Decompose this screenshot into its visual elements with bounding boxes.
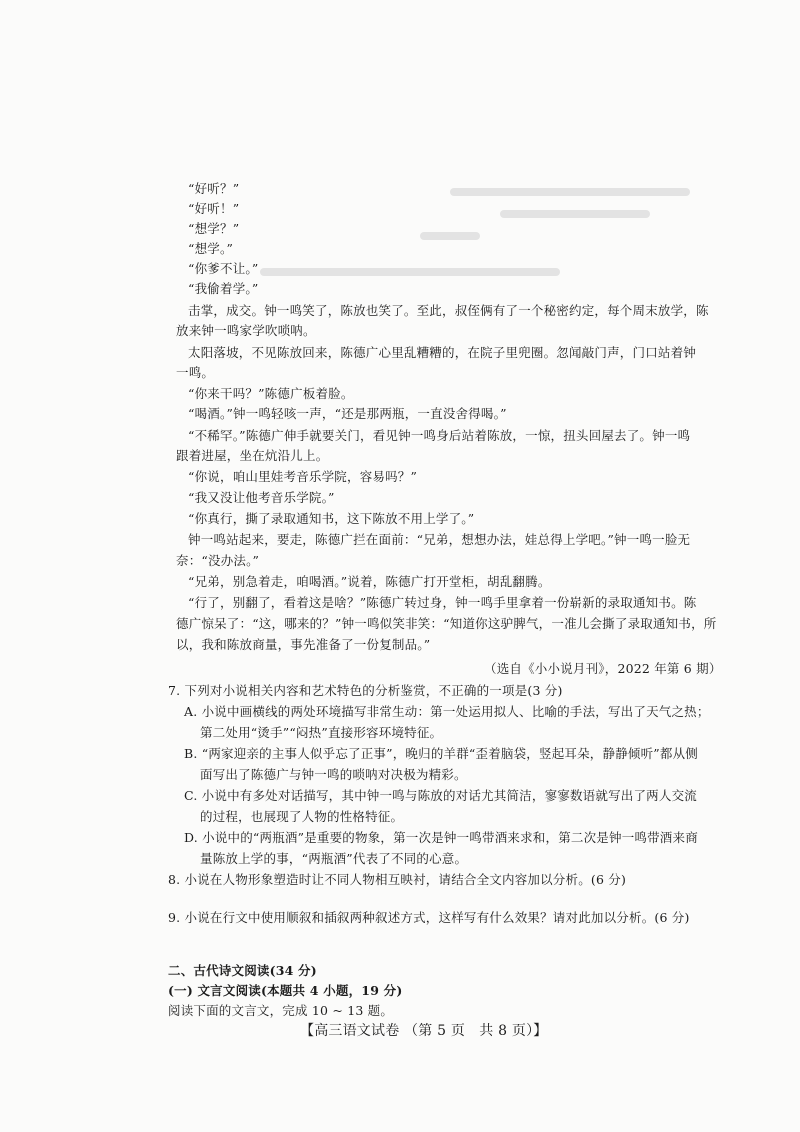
question-9: 9. 小说在行文中使用顺叙和插叙两种叙述方式，这样写有什么效果？请对此加以分析。(6 分) (168, 910, 690, 925)
question-7: 7. 下列对小说相关内容和艺术特色的分析鉴赏，不正确的一项是(3 分) (168, 683, 563, 698)
question-7-option-a: A. 小说中画横线的两处环境描写非常生动：第一处运用拟人、比喻的手法，写出了天气之热； (184, 704, 710, 719)
section-heading: 二、古代诗文阅读(34 分) (168, 963, 317, 978)
story-source: （选自《小小说月刊》，2022 年第 6 期） (484, 661, 722, 676)
story-line: “我偷着学。” (188, 281, 259, 296)
story-line: “好听？” (188, 181, 240, 196)
bleed-through-mark (500, 210, 650, 218)
subsection-heading: (一) 文言文阅读(本题共 4 小题，19 分) (168, 983, 403, 998)
question-7-option-d: D. 小说中的“两瓶酒”是重要的物象，第一次是钟一鸣带酒来求和，第二次是钟一鸣带酒来商 (184, 830, 698, 845)
story-line: 德广惊呆了：“这，哪来的？”钟一鸣似笑非笑：“知道你这驴脾气，一准儿会撕了录取通知书，所 (176, 616, 717, 631)
question-7-option-c: C. 小说中有多处对话描写，其中钟一鸣与陈放的对话尤其简洁，寥寥数语就写出了两人交流 (184, 788, 697, 803)
question-8: 8. 小说在人物形象塑造时让不同人物相互映衬，请结合全文内容加以分析。(6 分) (168, 872, 627, 887)
bleed-through-mark (420, 232, 480, 240)
question-7-option-d-cont: 量陈放上学的事，“两瓶酒”代表了不同的心意。 (200, 851, 468, 866)
story-line: “不稀罕。”陈德广伸手就要关门，看见钟一鸣身后站着陈放，一惊，扭头回屋去了。钟一鸣 (188, 428, 691, 443)
story-line: 太阳落坡，不见陈放回来，陈德广心里乱糟糟的，在院子里兜圈。忽闻敲门声，门口站着钟 (188, 345, 697, 360)
bleed-through-mark (450, 188, 690, 196)
story-line: 以，我和陈放商量，事先准备了一份复制品。” (176, 637, 431, 652)
story-line: 一鸣。 (176, 365, 215, 380)
story-line: 跟着进屋，坐在炕沿儿上。 (176, 448, 329, 463)
page-footer: 【高三语文试卷 （第 5 页 共 8 页）】 (300, 1023, 548, 1039)
story-line: “好听！” (188, 201, 240, 216)
story-line: “行了，别翻了，看着这是啥？”陈德广转过身，钟一鸣手里拿着一份崭新的录取通知书。陈 (188, 595, 697, 610)
story-line: “想学。” (188, 241, 234, 256)
story-line: “你真行，撕了录取通知书，这下陈放不用上学了。” (188, 511, 475, 526)
question-7-option-b-cont: 面写出了陈德广与钟一鸣的唢呐对决极为精彩。 (200, 767, 467, 782)
story-line: 奈：“没办法。” (176, 553, 260, 568)
story-line: “喝酒。”钟一鸣轻咳一声，“还是那两瓶，一直没舍得喝。” (188, 406, 507, 421)
question-7-option-b: B. “两家迎亲的主事人似乎忘了正事”，晚归的羊群“歪着脑袋，竖起耳朵，静静倾听”都从侧 (184, 746, 698, 761)
question-7-option-c-cont: 的过程，也展现了人物的性格特征。 (200, 809, 404, 824)
story-line: “兄弟，别急着走，咱喝酒。”说着，陈德广打开堂柜，胡乱翻腾。 (188, 574, 551, 589)
story-line: “想学？” (188, 221, 240, 236)
story-line: “你爹不让。” (188, 261, 259, 276)
question-7-option-a-cont: 第二处用“烫手”“闷热”直接形容环境特征。 (200, 725, 443, 740)
story-line: “你说，咱山里娃考音乐学院，容易吗？” (188, 469, 418, 484)
bleed-through-mark (260, 268, 560, 276)
story-line: 放来钟一鸣家学吹唢呐。 (176, 323, 316, 338)
story-line: “我又没让他考音乐学院。” (188, 490, 335, 505)
story-line: 钟一鸣站起来，要走，陈德广拦在面前：“兄弟，想想办法，娃总得上学吧。”钟一鸣一脸无 (188, 532, 691, 547)
story-line: “你来干吗？”陈德广板着脸。 (188, 386, 354, 401)
section-instruction: 阅读下面的文言文，完成 10 ~ 13 题。 (168, 1003, 394, 1018)
story-line: 击掌，成交。钟一鸣笑了，陈放也笑了。至此，叔侄俩有了一个秘密约定，每个周末放学，陈 (188, 303, 709, 318)
